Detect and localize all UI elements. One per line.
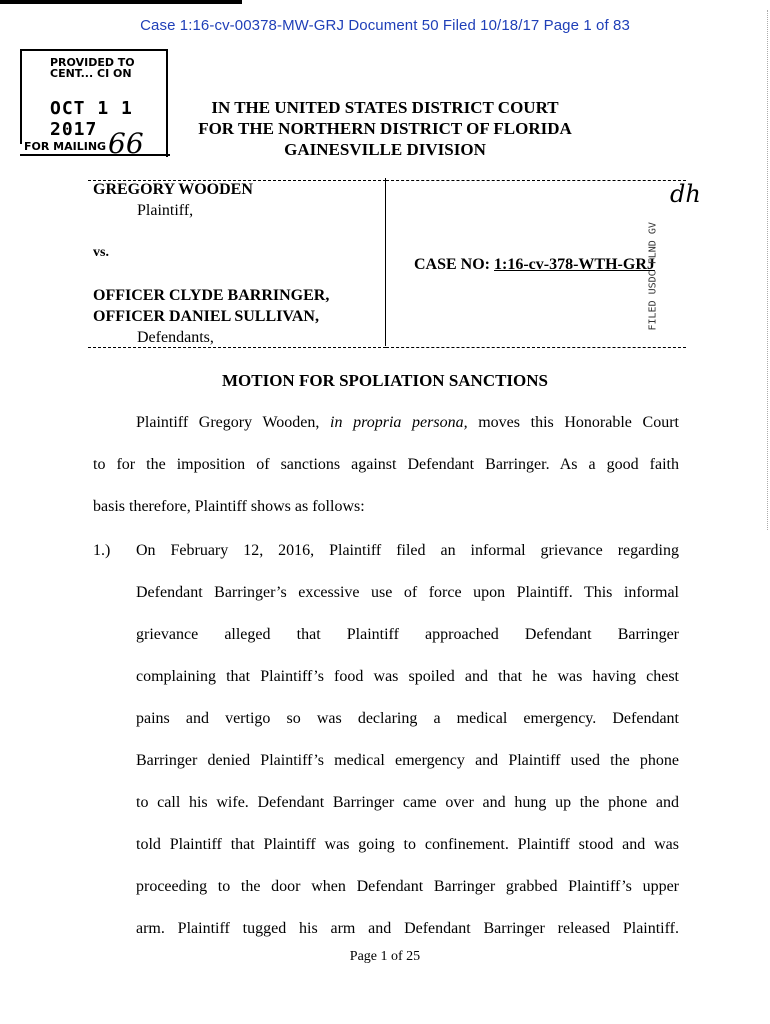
defendant-1: OFFICER CLYDE BARRINGER, [93, 287, 330, 304]
ecf-header: Case 1:16-cv-00378-MW-GRJ Document 50 Filed 10/18/17 Page 1 of 83 [140, 17, 630, 34]
caption-bottom-rule-right [386, 347, 686, 348]
intro-line-3: basis therefore, Plaintiff shows as follows: [93, 498, 365, 515]
caption-top-rule-right [386, 180, 686, 181]
item-line-1: On February 12, 2016, Plaintiff filed an informal grievance regarding [136, 542, 679, 559]
case-number [414, 256, 655, 274]
page-footer: Page 1 of 25 [349, 949, 421, 964]
case-number-value: 1:16-cv-378-WTH-GRJ [494, 256, 655, 273]
item-line-4: complaining that Plaintiff’s food was spoiled and that he was having chest [136, 668, 679, 685]
stamp-line-2: CENT... CI ON [50, 67, 132, 80]
intro-line-1 [136, 402, 679, 444]
caption-divider [385, 178, 386, 346]
stamp-handwritten-number: 66 [108, 127, 144, 160]
intro-line-2: to for the imposition of sanctions against Defendant Barringer. As a good faith [93, 456, 679, 473]
defendant-2: OFFICER DANIEL SULLIVAN, [93, 308, 319, 325]
initials: dh [670, 180, 701, 208]
court-line-3: GAINESVILLE DIVISION [284, 140, 486, 159]
defendant-role: Defendants, [137, 329, 214, 346]
caption-bottom-rule-left [88, 347, 386, 348]
intro-text-c: moves this Honorable Court [467, 414, 679, 431]
item-line-10: arm. Plaintiff tugged his arm and Defendant Barringer released Plaintiff. [136, 920, 679, 937]
item-line-3: grievance alleged that Plaintiff approached Defendant Barringer [136, 626, 679, 643]
item-number: 1.) [93, 542, 111, 559]
stamp-date: OCT 1 1 2017 [50, 98, 133, 140]
intro-text-a: Plaintiff Gregory Wooden, [136, 414, 330, 431]
item-line-2: Defendant Barringer’s excessive use of force upon Plaintiff. This informal [136, 584, 679, 601]
item-line-7: to call his wife. Defendant Barringer came over and hung up the phone and [136, 794, 679, 811]
item-line-8: told Plaintiff that Plaintiff was going to confinement. Plaintiff stood and was [136, 836, 679, 853]
scan-edge [765, 10, 768, 530]
item-line-5: pains and vertigo so was declaring a medical emergency. Defendant [136, 710, 679, 727]
case-number-label: CASE NO: [414, 256, 495, 273]
intro-italic: in propria persona, [330, 414, 468, 431]
mailing-stamp [20, 49, 168, 160]
stamp-line-4: FOR MAILING [24, 140, 107, 153]
filing-stamp-text: FILED USDC FLND GV [647, 222, 659, 331]
plaintiff-name: GREGORY WOODEN [93, 181, 253, 198]
item-line-9: proceeding to the door when Defendant Barringer grabbed Plaintiff’s upper [136, 878, 679, 895]
court-line-2: FOR THE NORTHERN DISTRICT OF FLORIDA [198, 119, 572, 138]
court-heading [175, 97, 595, 160]
plaintiff-role: Plaintiff, [137, 202, 194, 219]
stamp-line-1: PROVIDED TO [50, 56, 135, 69]
court-line-1: IN THE UNITED STATES DISTRICT COURT [211, 98, 559, 117]
item-line-6: Barringer denied Plaintiff’s medical emergency and Plaintiff used the phone [136, 752, 679, 769]
document-title: MOTION FOR SPOLIATION SANCTIONS [221, 371, 549, 390]
filing-stamp-vertical [643, 165, 663, 345]
versus: vs. [93, 245, 109, 260]
top-rule [0, 0, 242, 4]
